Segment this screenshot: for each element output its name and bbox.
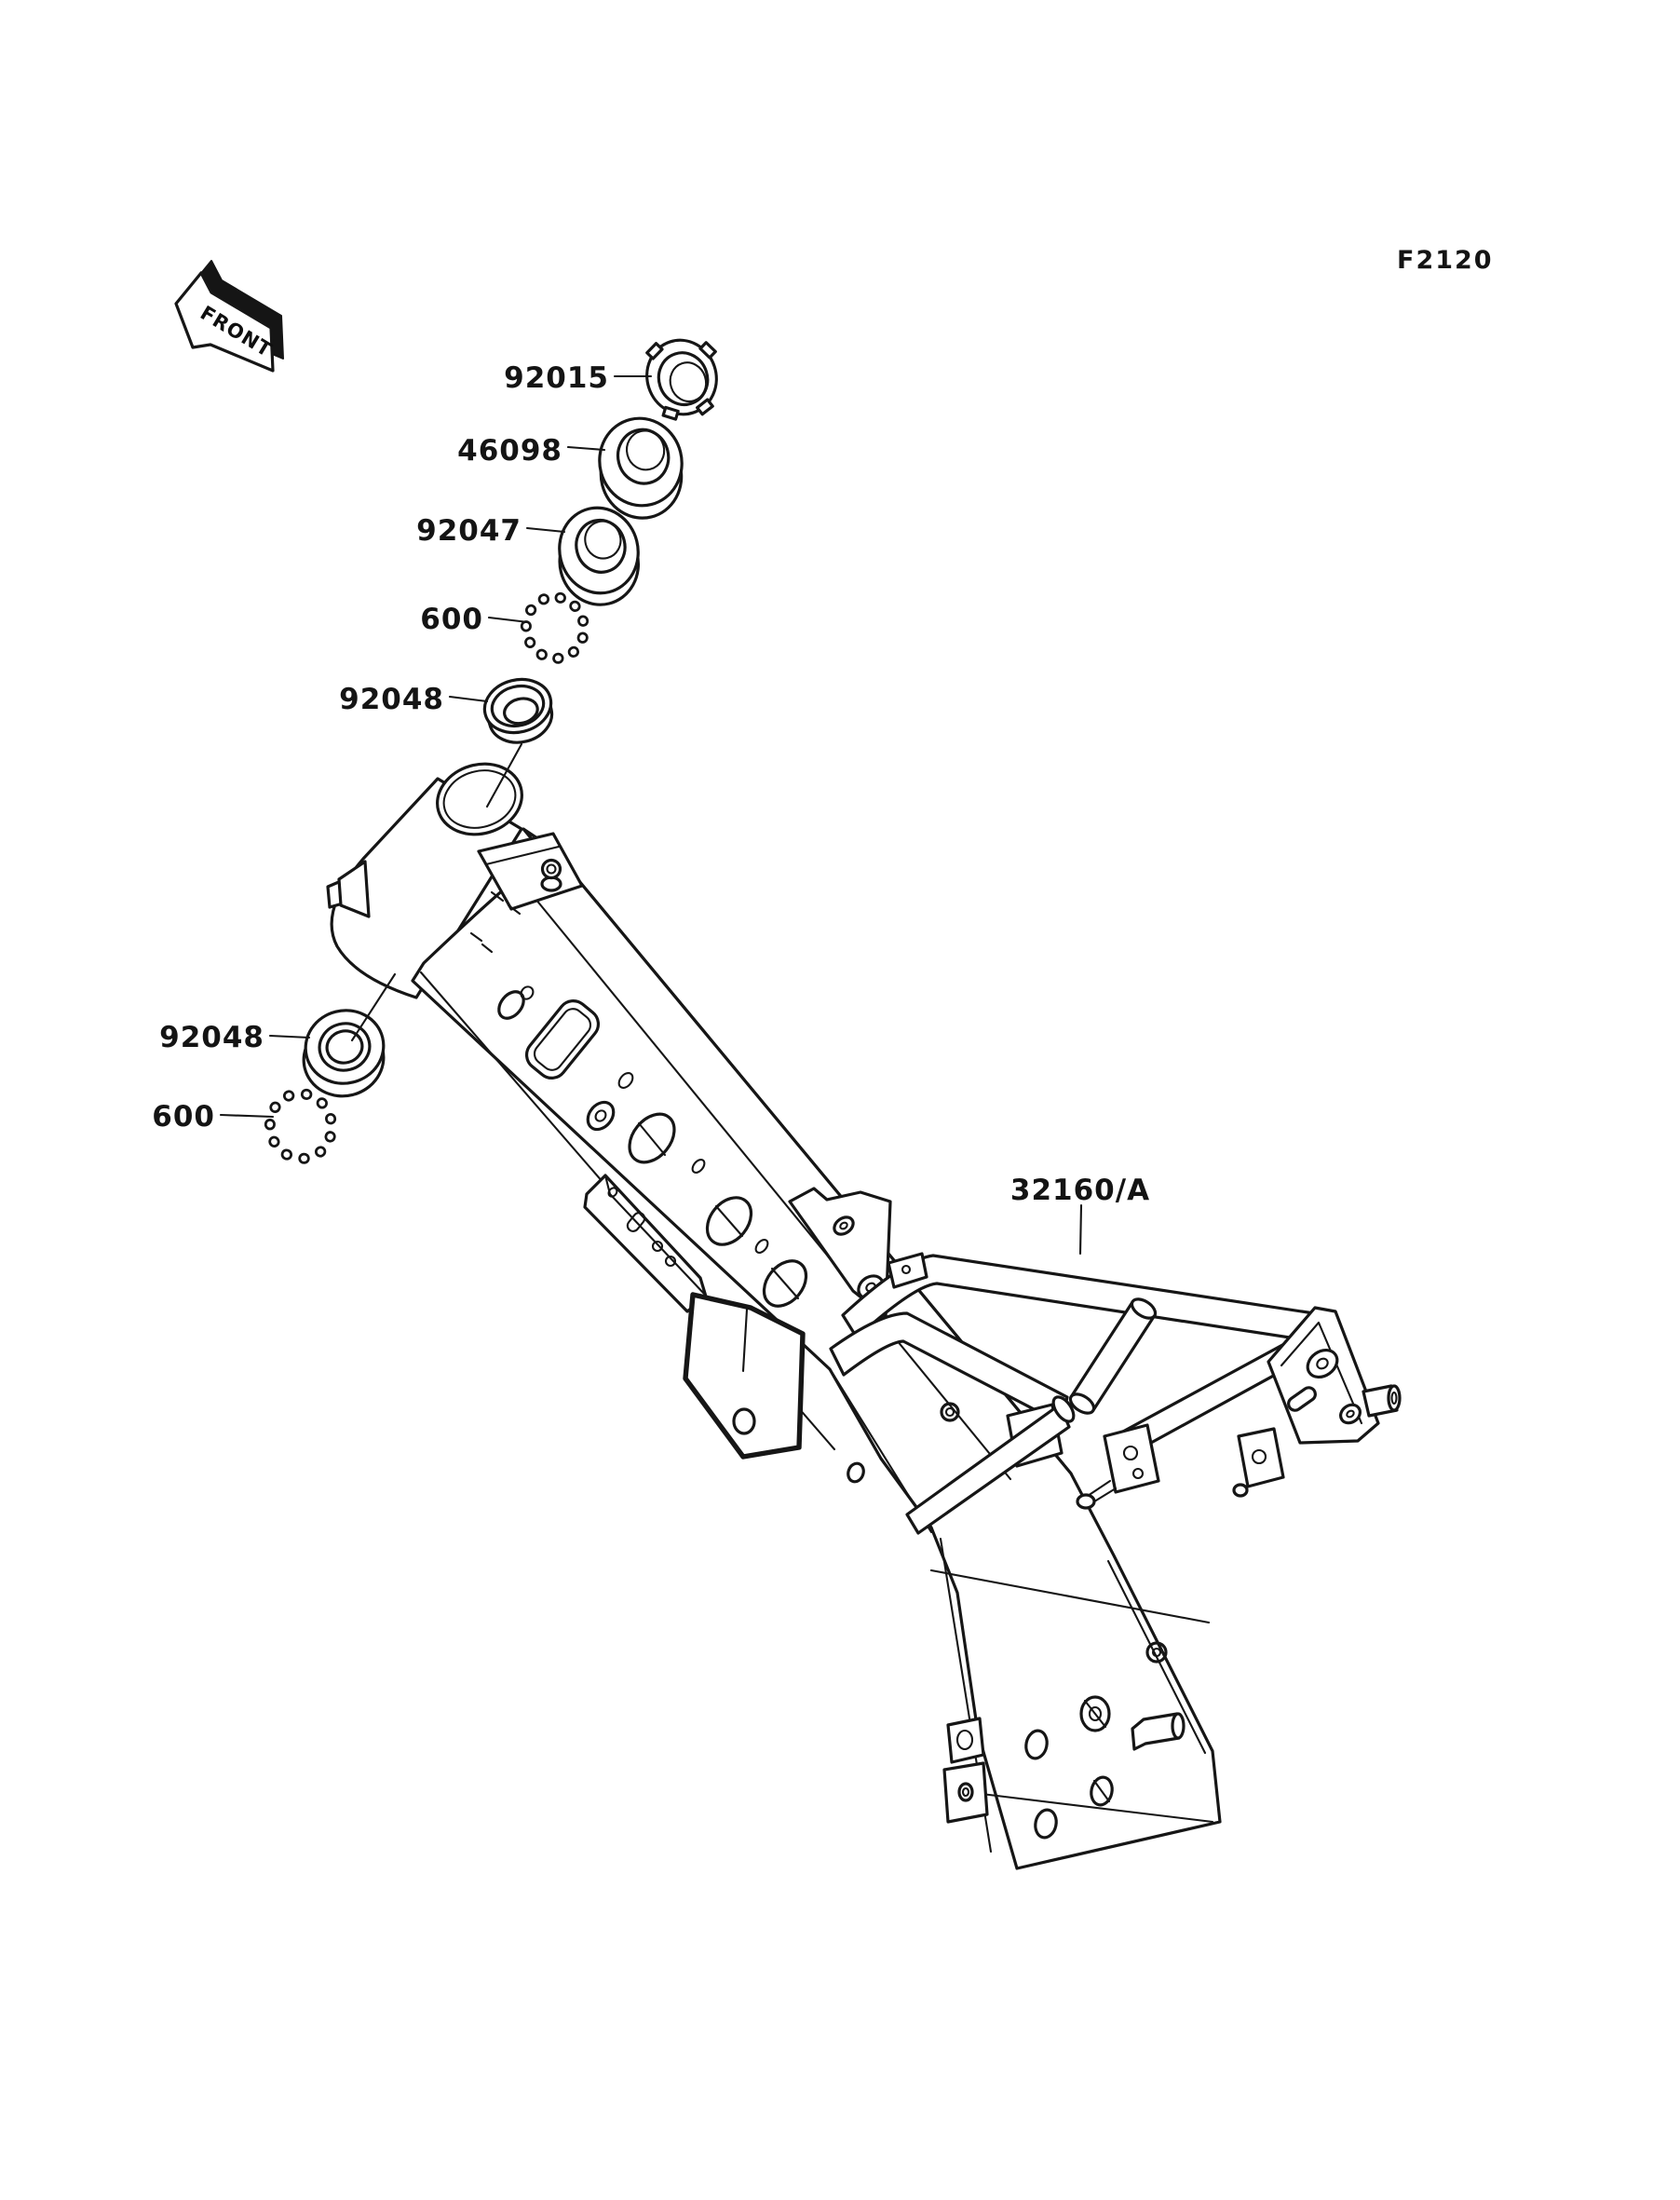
part-label-92047: 92047 xyxy=(416,514,522,548)
rear-plate-bosses xyxy=(944,1718,987,1822)
part-600-upper-balls xyxy=(520,591,590,664)
part-label-92015: 92015 xyxy=(504,361,609,395)
front-arrow xyxy=(176,261,283,371)
part-label-600-upper: 600 xyxy=(420,603,483,636)
figure-code: F2120 xyxy=(1397,246,1494,275)
part-600-lower-balls xyxy=(264,1087,339,1165)
part-label-92048-upper: 92048 xyxy=(339,683,444,716)
part-label-46098: 46098 xyxy=(457,434,562,468)
part-label-92048-lower: 92048 xyxy=(159,1021,264,1054)
frame-drawing xyxy=(328,754,1400,1868)
part-label-32160A: 32160/A xyxy=(1009,1174,1151,1207)
front-arrow-label: FRONT xyxy=(196,301,277,362)
part-label-600-lower: 600 xyxy=(152,1100,215,1134)
part-92048-upper-cup xyxy=(479,672,559,749)
